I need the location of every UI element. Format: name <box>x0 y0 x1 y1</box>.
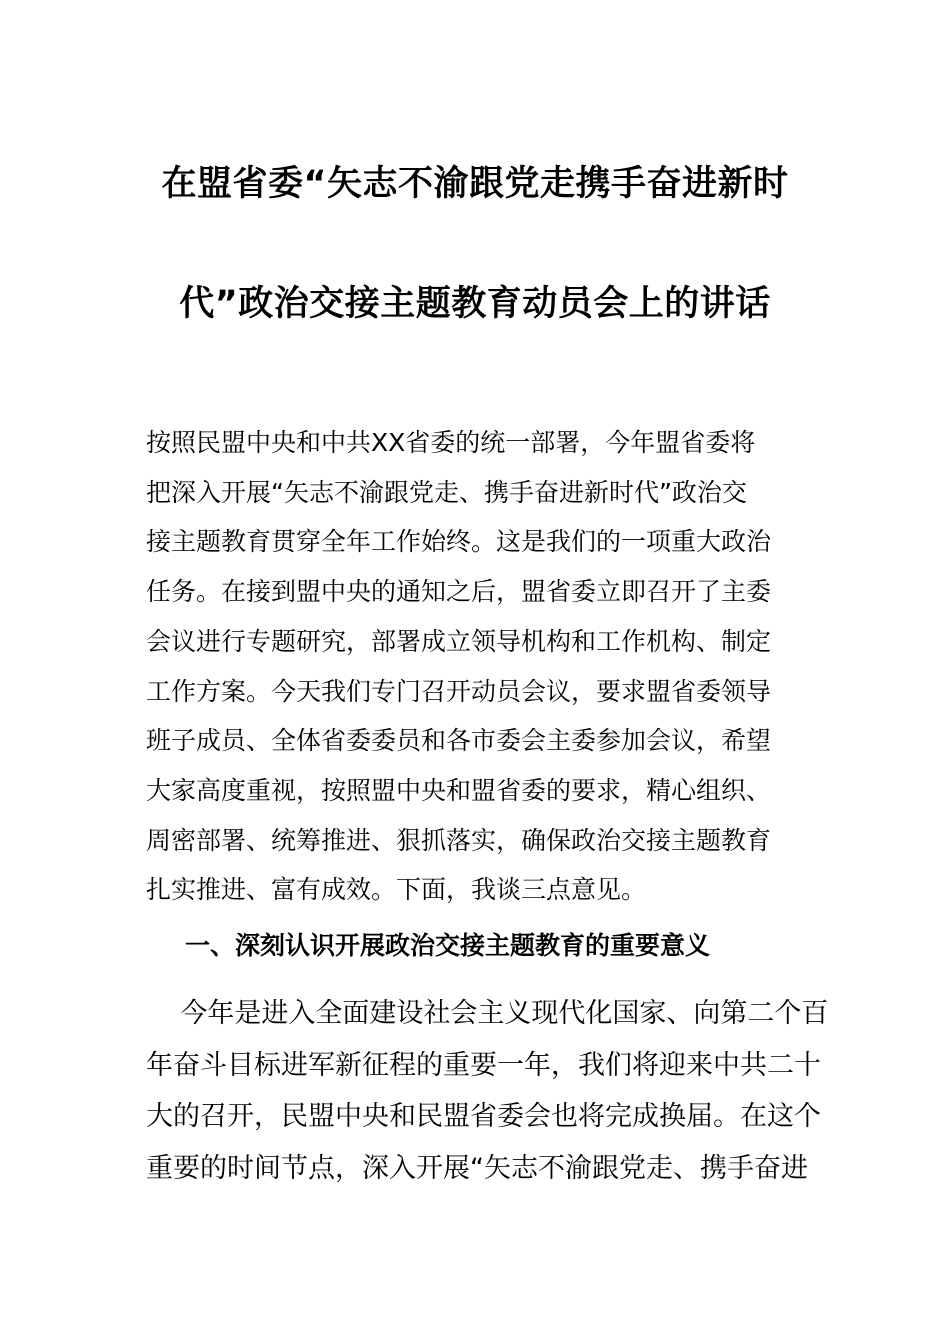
paragraph-line: 按照民盟中央和中共XX省委的统一部署，今年盟省委将 <box>146 428 756 457</box>
paragraph-line: 今年是进入全面建设社会主义现代化国家、向第二个百 <box>146 998 829 1029</box>
paragraph-line: 重要的时间节点，深入开展“矢志不渝跟党走、携手奋进 <box>146 1152 808 1184</box>
paragraph-line: 工作方案。今天我们专门召开动员会议，要求盟省委领导 <box>146 676 772 706</box>
paragraph-line: 任务。在接到盟中央的通知之后，盟省委立即召开了主委 <box>146 577 772 607</box>
paragraph-line: 大的召开，民盟中央和民盟省委会也将完成换届。在这个 <box>146 1101 821 1132</box>
paragraph-line: 把深入开展“矢志不渝跟党走、携手奋进新时代”政治交 <box>146 477 747 507</box>
paragraph-line: 接主题教育贯穿全年工作始终。这是我们的一项重大政治 <box>146 527 772 557</box>
paragraph-line: 周密部署、统筹推进、狠抓落实，确保政治交接主题教育 <box>146 825 772 855</box>
section1-paragraph <box>146 988 829 1194</box>
document-title-line-2: 代”政治交接主题教育动员会上的讲话 <box>179 284 771 324</box>
document-title-line-1: 在盟省委“矢志不渝跟党走携手奋进新时 <box>161 164 789 204</box>
paragraph-line: 扎实推进、富有成效。下面，我谈三点意见。 <box>146 875 647 905</box>
paragraph-line: 大家高度重视，按照盟中央和盟省委的要求，精心组织、 <box>146 775 772 805</box>
intro-paragraph <box>146 418 806 915</box>
paragraph-line: 会议进行专题研究，部署成立领导机构和工作机构、制定 <box>146 626 772 656</box>
paragraph-line: 班子成员、全体省委委员和各市委会主委参加会议，希望 <box>146 726 772 756</box>
section-heading-1: 一、深刻认识开展政治交接主题教育的重要意义 <box>185 931 711 960</box>
paragraph-line: 年奋斗目标进军新征程的重要一年，我们将迎来中共二十 <box>146 1049 821 1081</box>
